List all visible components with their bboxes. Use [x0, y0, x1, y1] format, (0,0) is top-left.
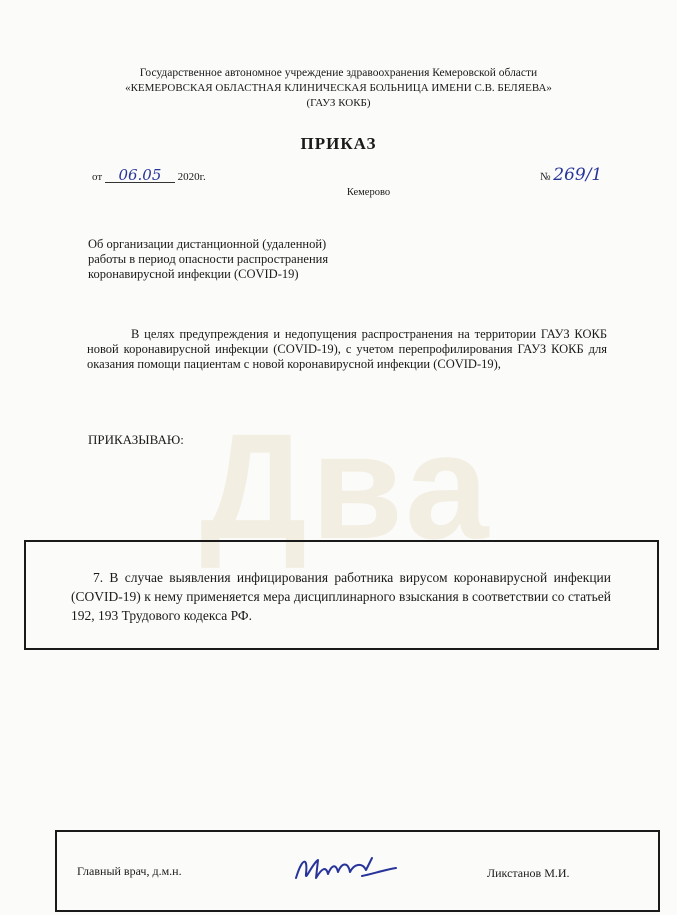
date-line: [92, 168, 206, 183]
header-line-3: (ГАУЗ КОКБ): [306, 97, 371, 109]
signature-box: [55, 830, 660, 912]
preamble-paragraph: В целях предупреждения и недопущения распространения на территории ГАУЗ КОКБ новой коронавирусной инфекции (COVID-19), с учетом перепрофилирования ГАУЗ КОКБ для оказания помощи пациентам с новой коронавирусной инфекции (COVID-19),: [87, 327, 607, 371]
header-line-1: Государственное автономное учреждение здравоохранения Кемеровской области: [139, 67, 538, 79]
header-line-2: «КЕМЕРОВСКАЯ ОБЛАСТНАЯ КЛИНИЧЕСКАЯ БОЛЬНИЦА ИМЕНИ С.В. БЕЛЯЕВА»: [125, 82, 552, 94]
highlighted-clause-box: [24, 540, 659, 650]
subject-line-3: коронавирусной инфекции (COVID-19): [88, 267, 299, 281]
handwritten-signature: [292, 850, 402, 890]
subject-line-2: работы в период опасности распространения: [88, 252, 329, 266]
institution-header: [0, 66, 677, 111]
subject-line-1: Об организации дистанционной (удаленной): [88, 237, 327, 251]
document-title: ПРИКАЗ: [300, 134, 377, 153]
date-suffix: 2020г.: [177, 171, 206, 183]
signer-name: Ликстанов М.И.: [487, 866, 570, 880]
order-number: [540, 165, 603, 185]
city: Кемерово: [346, 187, 391, 198]
number-prefix: №: [540, 171, 551, 183]
handwritten-number: 269/1: [553, 165, 603, 185]
clause-7-text: 7. В случае выявления инфицирования работника вирусом коронавирусной инфекции (COVID-19) к нему применяется мера дисциплинарного взыскания в соответствии со статьей 192, 193 Трудового кодекса РФ.: [71, 570, 611, 623]
order-keyword: ПРИКАЗЫВАЮ:: [88, 432, 184, 447]
order-subject: [88, 237, 408, 282]
date-prefix: от: [92, 171, 103, 183]
signer-position: Главный врач, д.м.н.: [77, 864, 182, 878]
watermark: Два: [200, 402, 493, 570]
handwritten-date: 06.05: [105, 168, 175, 183]
